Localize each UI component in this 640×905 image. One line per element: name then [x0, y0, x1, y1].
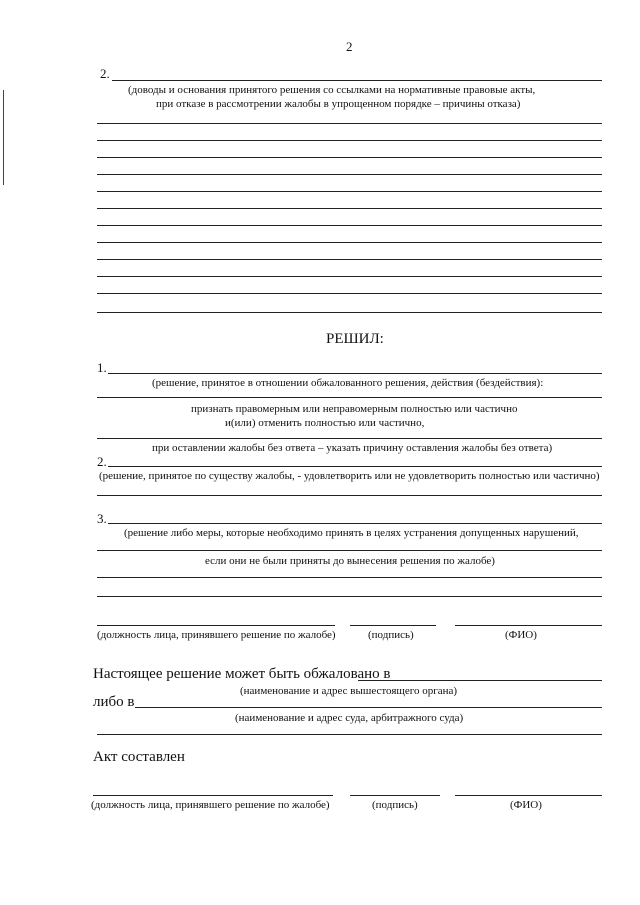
blank-line — [97, 293, 602, 294]
appeal-or-text: либо в — [93, 694, 135, 710]
item1-caption-1: (решение, принятое в отношении обжалованного решения, действия (бездействия): — [152, 377, 544, 389]
act-sign-line — [350, 795, 440, 796]
item1-line-3 — [97, 438, 602, 439]
appeal-text: Настоящее решение может быть обжаловано в — [93, 666, 391, 682]
item2-number: 2. — [97, 454, 107, 469]
item1-line-2 — [97, 397, 602, 398]
item1-caption-2: признать правомерным или неправомерным полностью или частично — [191, 403, 518, 415]
signature1-fio-caption: (ФИО) — [505, 629, 537, 641]
signature1-fio-line — [455, 625, 602, 626]
act-sign-caption: (подпись) — [372, 799, 418, 811]
page-number: 2 — [346, 39, 353, 54]
blank-line — [97, 208, 602, 209]
section2-number: 2. — [100, 66, 110, 81]
decision-heading: РЕШИЛ: — [326, 331, 384, 347]
act-position-line — [93, 795, 333, 796]
blank-line — [97, 123, 602, 124]
blank-line — [97, 157, 602, 158]
item3-line-3 — [97, 577, 602, 578]
section2-caption-2: при отказе в рассмотрении жалобы в упрощенном порядке – причины отказа) — [156, 98, 521, 110]
appeal-court-line — [135, 707, 602, 708]
signature1-position-line — [97, 625, 335, 626]
act-text: Акт составлен — [93, 749, 185, 765]
act-position-caption: (должность лица, принявшего решение по жалобе) — [91, 799, 330, 811]
blank-line — [97, 174, 602, 175]
item1-fill-line — [108, 373, 602, 374]
act-fio-line — [455, 795, 602, 796]
item3-line-2 — [97, 550, 602, 551]
item2-caption-1: (решение, принятое по существу жалобы, - удовлетворить или не удовлетворить полностью или частично) — [99, 470, 600, 482]
item1-number: 1. — [97, 360, 107, 375]
blank-line — [97, 225, 602, 226]
section2-fill-line — [112, 80, 602, 81]
blank-line — [97, 276, 602, 277]
blank-line — [97, 259, 602, 260]
item2-fill-line — [108, 466, 602, 467]
item2-line-2 — [97, 495, 602, 496]
signature1-sign-line — [350, 625, 436, 626]
item3-caption-1: (решение либо меры, которые необходимо принять в целях устранения допущенных нарушений, — [124, 527, 579, 539]
signature1-position-caption: (должность лица, принявшего решение по жалобе) — [97, 629, 336, 641]
blank-line — [97, 191, 602, 192]
blank-line — [97, 242, 602, 243]
appeal-extra-line — [97, 734, 602, 735]
item1-caption-4: при оставлении жалобы без ответа – указать причину оставления жалобы без ответа) — [152, 442, 553, 454]
appeal-authority-line — [358, 680, 602, 681]
blank-line — [97, 140, 602, 141]
item1-caption-3: и(или) отменить полностью или частично, — [225, 417, 425, 429]
item3-number: 3. — [97, 511, 107, 526]
scan-edge-mark — [3, 90, 4, 185]
item3-line-4 — [97, 596, 602, 597]
blank-line — [97, 312, 602, 313]
item3-caption-2: если они не были приняты до вынесения решения по жалобе) — [205, 555, 495, 567]
section2-caption-1: (доводы и основания принятого решения со ссылками на нормативные правовые акты, — [128, 84, 536, 96]
signature1-sign-caption: (подпись) — [368, 629, 414, 641]
appeal-court-caption: (наименование и адрес суда, арбитражного суда) — [235, 712, 464, 724]
act-fio-caption: (ФИО) — [510, 799, 542, 811]
item3-fill-line — [108, 523, 602, 524]
appeal-authority-caption: (наименование и адрес вышестоящего органа) — [240, 685, 458, 697]
